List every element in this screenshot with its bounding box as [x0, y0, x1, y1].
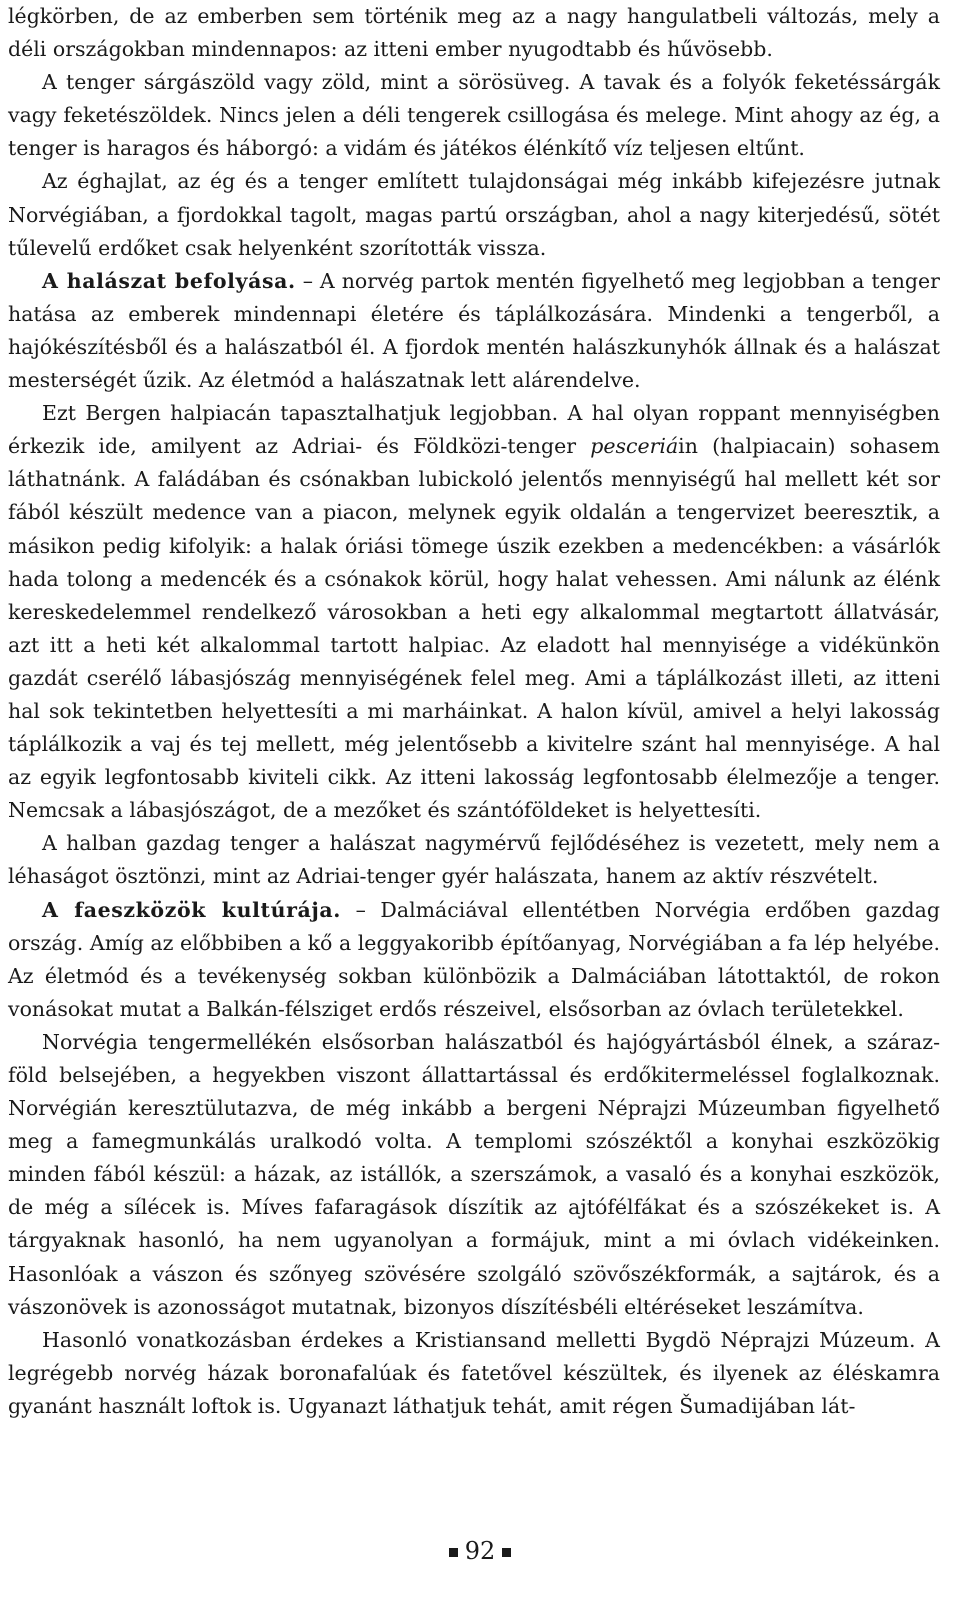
paragraph-text: in (halpiacain) sohasem láthatnánk. A faládában és csónakban lubickoló jelentős mennyiségű hal mellett két sor fából készült medence van a piacon, melynek egyik oldalán a tengervizet beeresztik, a másikon pedig kifolyik: a halak óriási tömege úszik ezekben a medencékben: a vásárlók hada tolong a medencék és a csónakok körül, hogy halat vehessen. Ami nálunk az élénk kereskedelemmel rendelkező városokban a heti egy alkalommal megtartott állatvásár, azt itt a heti két alkalommal tartott halpiac. Az eladott hal mennyisége a vidékünkön gazdát cserélő lábasjószág mennyiségének felel meg. Ami a táplálkozást illeti, az itteni hal sok tekintetben helyettesíti a mi marháinkat. A halon kívül, amivel a helyi lakosság táplálkozik a vaj és tej mellett, még jelentősebb a kivitelre szánt hal mennyisége. A hal az egyik legfontosabb kiviteli cikk. Az itteni lakosság legfontosabb élelmezője a tenger. Nemcsak a lábasjószágot, de a mezőket és szántóföldeket is helyettesíti.	[8, 434, 940, 823]
paragraph-text: Hasonló vonatkozásban érdekes a Kristiansand melletti Bygdö Néprajzi Múzeum. A legrégebb norvég házak boronafalúak és fatetővel készültek, és ilyenek az éléskamra gyanánt használt loftok is. Ugyanazt láthatjuk tehát, amit régen Šumadijában lát-	[8, 1327, 940, 1418]
paragraph-text: Ezt Bergen halpiacán tapasztalhatjuk legjobban. A hal olyan roppant mennyiségben érkezik ide, amilyent az Adriai- és Földközi-tenger	[8, 401, 940, 459]
paragraph-3	[8, 165, 940, 264]
paragraph-fishing	[8, 265, 940, 397]
square-bullet-icon	[502, 1548, 511, 1557]
paragraph-text: – A norvég partok mentén figyelhető meg legjobban a tenger hatása az emberek mindennapi életére és táplálkozására. Mindenki a tengerből, a hajókészítésből és a halászatból él. A fjordok mentén halászkunyhók állnak és a halászat mesterségét űzik. Az életmód a halászatnak lett alárendelve.	[8, 268, 940, 393]
paragraph-text: – Dalmáciával ellentétben Norvégia erdőben gazdag ország. Amíg az előbbiben a kő a leggyakoribb építőanyag, Norvégiában a fa lép helyébe. Az életmód és a tevékenység sokban különbözik a Dalmáciában látottaktól, de rokon vonásokat mutat a Balkán-félsziget erdős részeivel, elsősorban az óvlach területekkel.	[8, 897, 940, 1021]
paragraph-text: légkörben, de az emberben sem történik meg az a nagy hangulatbeli változás, mely a déli országokban mindennapos: az itteni ember nyugodtabb és hűvösebb.	[8, 4, 940, 62]
paragraph-1	[8, 0, 940, 66]
paragraph-wood-culture	[8, 894, 940, 1026]
paragraph-text: A halban gazdag tenger a halászat nagymérvű fejlődéséhez is vezetett, mely nem a léhaságot ösztönzi, mint az Adriai-tenger gyér halászata, hanem az aktív részvételt.	[8, 831, 940, 889]
section-heading-fishing: A halászat befolyása.	[42, 268, 296, 293]
paragraph-2	[8, 66, 940, 165]
paragraph-9	[8, 1324, 940, 1423]
square-bullet-icon	[449, 1548, 458, 1557]
paragraph-8	[8, 1026, 940, 1324]
paragraph-text: Norvégia tengermellékén elsősorban halászatból és hajógyártásból élnek, a szárazföld belsejében, a hegyekben viszont állattartással és erdőkitermeléssel foglalkoznak. Norvégián keresztülutazva, de még inkább a bergeni Néprajzi Múzeumban figyelhető meg a famegmunkálás uralkodó volta. A templomi szószéktől a konyhai eszközökig minden fából készül: a házak, az istállók, a szerszámok, a vasaló és a konyhai eszközök, de még a sílécek is. Míves fafaragások díszítik az ajtófélfákat és a szószékeket is. A tárgyaknak hasonló, ha nem ugyanolyan a formájuk, mint a mi óvlach vidékeinken. Hasonlóak a vászon és szőnyeg szövésére szolgáló szövőszékformák, a sajtárok, és a vászonövek is azonosságot mutatnak, bizonyos díszítésbéli eltéréseket leszámítva.	[8, 1029, 940, 1319]
section-heading-wood: A faeszközök kultúrája.	[42, 897, 342, 922]
page-body	[8, 0, 940, 1423]
page-footer	[0, 1536, 960, 1566]
page-number: 92	[464, 1537, 496, 1565]
paragraph-text: A tenger sárgászöld vagy zöld, mint a sörösüveg. A tavak és a folyók feketéssárgák vagy feketészöldek. Nincs jelen a déli tengerek csillogása és melege. Mint ahogy az ég, a tenger is haragos és háborgó: a vidám és játékos élénkítő víz teljesen eltűnt.	[8, 70, 940, 161]
paragraph-text: Az éghajlat, az ég és a tenger említett tulajdonságai még inkább kifejezésre jutnak Norvégiában, a fjordokkal tagolt, magas partú országban, ahol a nagy kiterjedésű, sötét tűlevelű erdőket csak helyenként szorították vissza.	[8, 169, 940, 260]
italic-term: pesceriá	[590, 434, 679, 459]
paragraph-6	[8, 827, 940, 893]
paragraph-bergen-market	[8, 397, 940, 827]
